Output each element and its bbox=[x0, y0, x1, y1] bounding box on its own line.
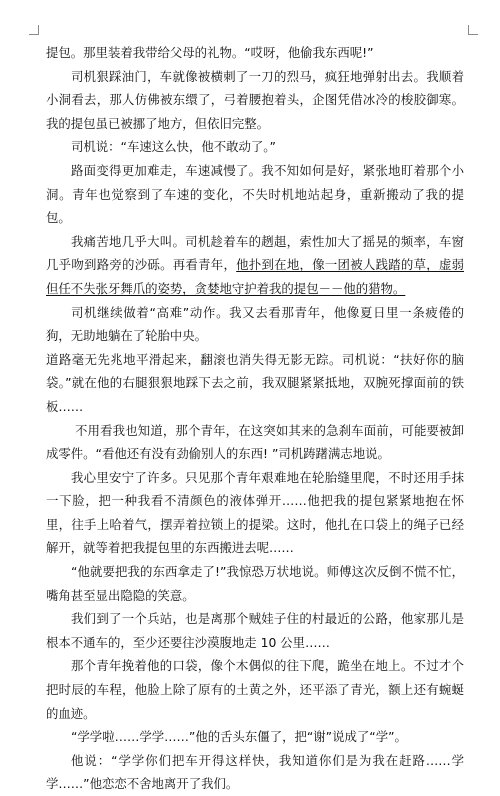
paragraph-5-text: 我痛苦地几乎大叫。司机趁着车的趔趄，索性加大了摇晃的频率，车窗几乎吻到路旁的沙砾。再看青年， bbox=[46, 233, 464, 273]
paragraph-14: 他说：“学学你们把车开得这样快，我知道你们是为我在赶路……学学……”他恋恋不舍地离开了我们。 bbox=[46, 752, 464, 792]
paragraph-9: 我心里安宁了许多。只见那个青年艰难地在轮胎缝里爬，不时还用手抹一下脸，把一种我看不清颜色的液体弹开……他把我的提包紧紧地抱在怀里，往手上哈着气，摆弄着拉锁上的提梁。这时，他扎在口袋上的绳子已经解开，就等着把我提包里的东西搬进去呢…… bbox=[46, 469, 464, 556]
paragraph-1: 提包。那里装着我带给父母的礼物。“哎呀，他偷我东西呢!” bbox=[46, 45, 374, 60]
paragraph-10: “他就要把我的东西拿走了!”我惊恐万状地说。师傅这次反倒不慌不忙，嘴角甚至显出隐隐的笑意。 bbox=[46, 564, 464, 603]
paragraph-4: 路面变得更加难走，车速减慢了。我不知如何是好，紧张地盯着那个小洞。青年也觉察到了车速的变化，不失时机地站起身，重新搬动了我的提包。 bbox=[46, 162, 464, 226]
margin-corner-mark-left bbox=[29, 25, 39, 35]
underlined-passage: 他扑到在地，像一团被人践踏的草，虚弱但任不失张牙舞爪的姿势，贪婪地守护着我的提包－－他的猎物。 bbox=[46, 257, 465, 296]
paragraph-11: 我们到了一个兵站，也是离那个贼娃子住的村最近的公路，他家那儿是根本不通车的，至少还要往沙漠腹地走 10 公里…… bbox=[46, 611, 464, 650]
margin-corner-mark-right bbox=[468, 25, 478, 35]
paragraph-5 bbox=[46, 230, 464, 301]
paragraph-13: “学学啦……学学……”他的舌头东僵了，把“谢”说成了“学”。 bbox=[71, 729, 407, 745]
paragraph-2: 司机狠踩油门，车就像被横刺了一刀的烈马，疯狂地弹射出去。我顺着小洞看去，那人仿佛被东缳了，弓着腰抱着头，企图凭借冰冷的梭胶御寒。我的提包虽已被挪了地方，但依旧完整。 bbox=[46, 68, 464, 131]
document-body bbox=[46, 41, 464, 796]
paragraph-6: 司机继续做着“高难”动作。我又去看那青年，他像夏日里一条疲倦的狗，无助地躺在了轮胎中央。 bbox=[46, 304, 464, 344]
paragraph-7: 道路毫无先兆地平滑起来，翻滚也消失得无影无踪。司机说：“扶好你的脑袋。”就在他的右腿狠狠地踩下去之前，我双腿紧紧抵地，双腕死撑面前的铁板…… bbox=[46, 351, 464, 414]
paragraph-8: 不用看我也知道，那个青年，在这突如其来的急刹车面前，可能要被卸成零件。“看他还有没有劲偷别人的东西! ”司机踌躇满志地说。 bbox=[46, 422, 464, 462]
paragraph-12: 那个青年挽着他的口袋，像个木偶似的往下爬，跪坐在地上。不过才个把时辰的车程，他脸上除了原有的土黄之外，还平添了青光，额上还有蜿蜒的血迹。 bbox=[46, 658, 464, 721]
paragraph-3: 司机说：“车速这么快，他不敢动了。” bbox=[71, 139, 276, 155]
